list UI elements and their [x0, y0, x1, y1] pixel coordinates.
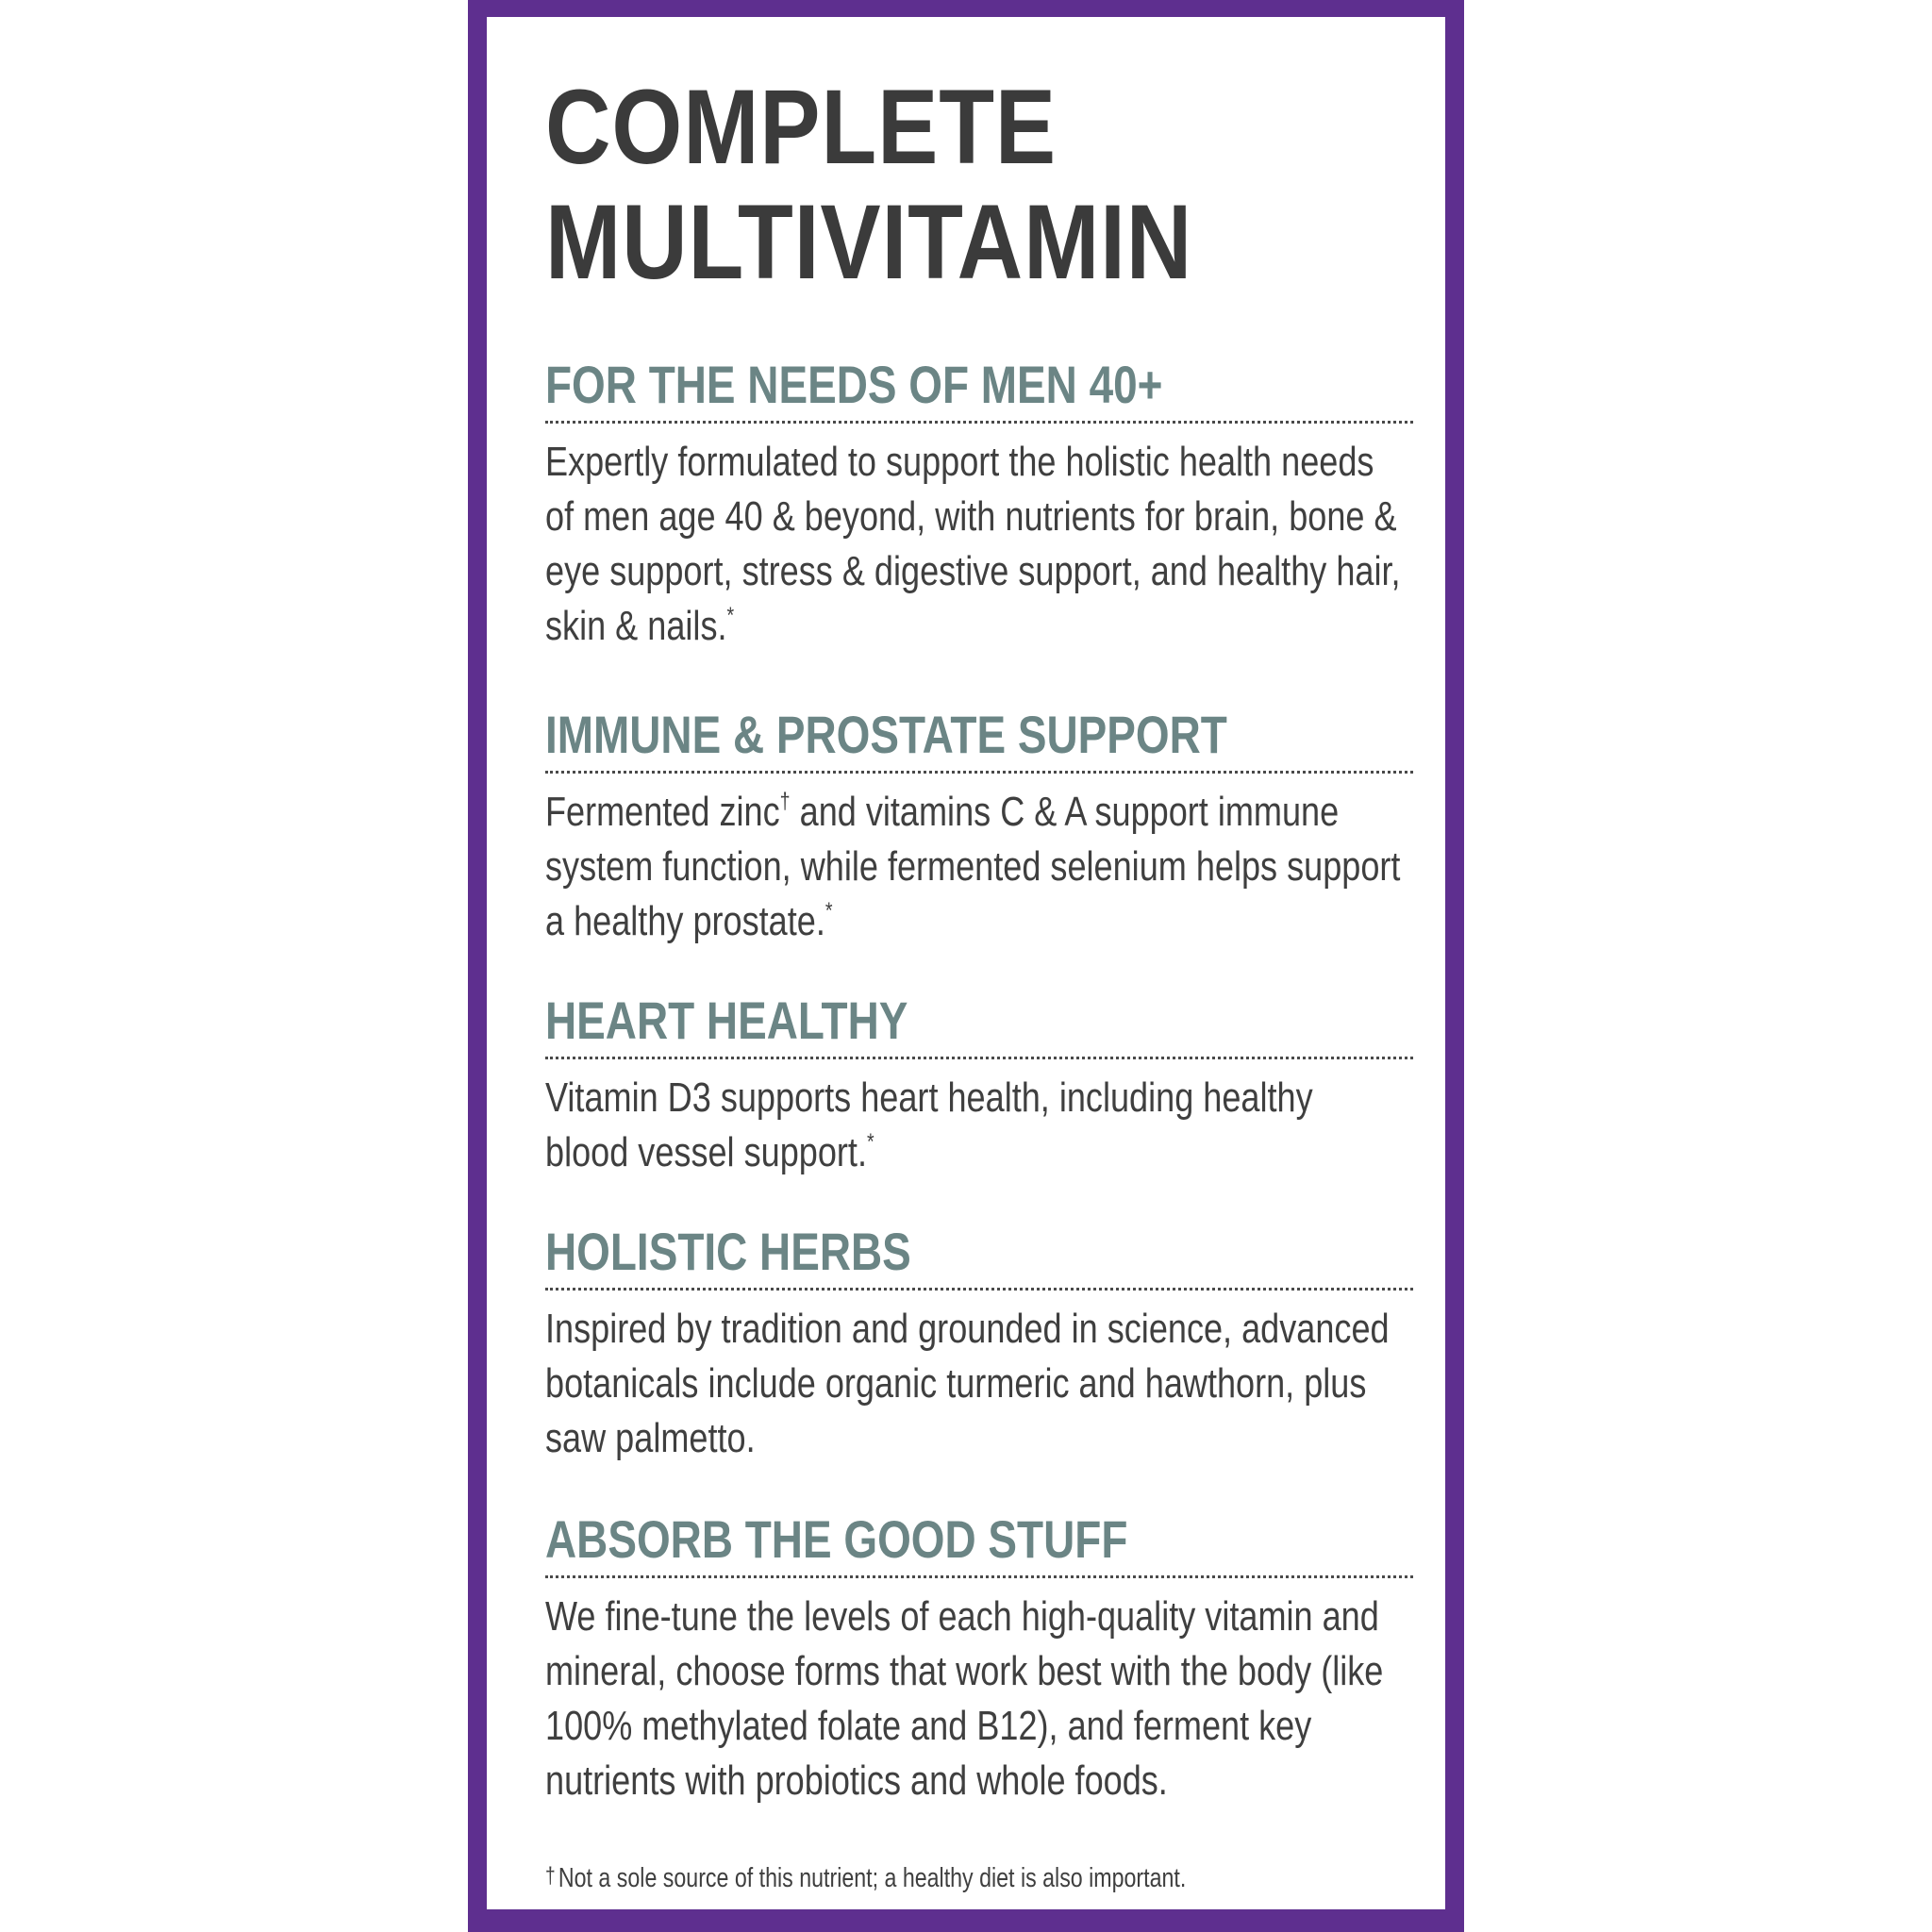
section-heading: FOR THE NEEDS OF MEN 40+: [545, 355, 1163, 414]
benefit-sections: [545, 355, 1417, 1808]
dotted-divider: [545, 421, 1413, 424]
footnote: [545, 1859, 1375, 1895]
dotted-divider: [545, 1057, 1413, 1059]
section-holistic-herbs: [545, 1222, 1417, 1466]
product-title: [545, 70, 1295, 300]
section-heart-healthy: [545, 991, 1417, 1180]
section-absorb: [545, 1509, 1417, 1808]
section-body: [545, 1302, 1404, 1466]
dotted-divider: [545, 1575, 1413, 1578]
section-immune-prostate: [545, 705, 1417, 949]
section-body: [545, 1590, 1404, 1808]
section-body-text: Inspired by tradition and grounded in science, advanced botanicals include organic turmeric and hawthorn, plus saw palmetto.: [545, 1306, 1390, 1461]
dotted-divider: [545, 1288, 1413, 1291]
section-body-text: We fine-tune the levels of each high-quality vitamin and mineral, choose forms that work best with the body (like 100% methylated folate and B12), and ferment key nutrients with probiotics and whole foods.: [545, 1593, 1384, 1804]
section-men-40: [545, 355, 1417, 654]
asterisk-mark: *: [866, 1129, 874, 1155]
label-content: [545, 70, 1417, 1895]
section-heading: IMMUNE & PROSTATE SUPPORT: [545, 705, 1227, 764]
dagger-mark: †: [545, 1863, 556, 1889]
section-heading: HEART HEALTHY: [545, 991, 908, 1050]
section-body: [545, 1071, 1404, 1180]
label-panel: [468, 0, 1464, 1932]
section-body: [545, 785, 1404, 949]
dotted-divider: [545, 771, 1413, 774]
asterisk-mark: *: [824, 898, 833, 924]
section-body-text: Fermented zinc: [545, 789, 780, 835]
footnote-text: Not a sole source of this nutrient; a healthy diet is also important.: [558, 1863, 1187, 1893]
section-heading: ABSORB THE GOOD STUFF: [545, 1509, 1128, 1569]
section-body: [545, 435, 1404, 654]
asterisk-mark: *: [726, 603, 735, 628]
section-body-text: and vitamins C & A support immune system function, while fermented selenium helps support a healthy prostate.: [545, 789, 1401, 944]
dagger-mark: †: [779, 789, 791, 814]
product-title-line-1: COMPLETE: [545, 68, 1058, 186]
section-body-text: Vitamin D3 supports heart health, including healthy blood vessel support.: [545, 1074, 1313, 1175]
section-heading: HOLISTIC HERBS: [545, 1222, 911, 1281]
section-body-text: Expertly formulated to support the holistic health needs of men age 40 & beyond, with nutrients for brain, bone & eye support, stress & digestive support, and healthy hair, skin & nails.: [545, 439, 1401, 649]
product-title-line-2: MULTIVITAMIN: [545, 183, 1193, 301]
